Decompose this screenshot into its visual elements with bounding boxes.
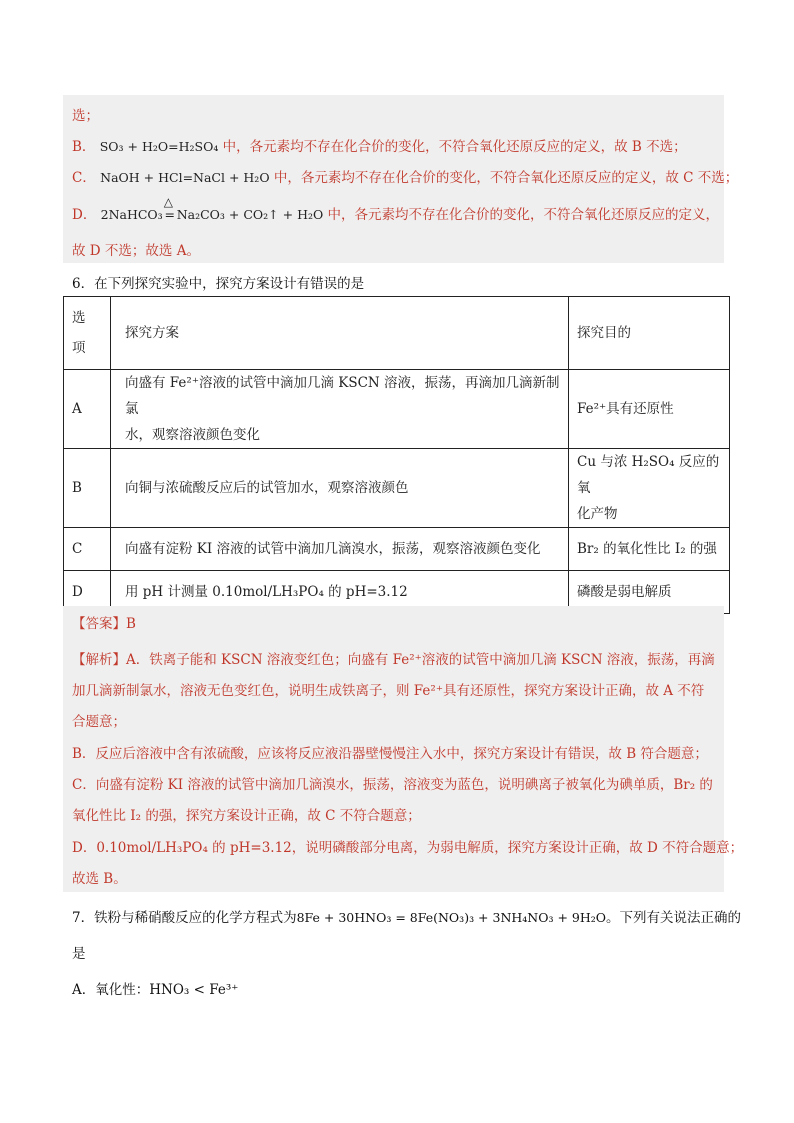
prev-answer-line-b [72, 135, 687, 155]
analysis-line: 加几滴新制氯水，溶液无色变红色，说明生成铁离子，则 Fe²⁺具有还原性，探究方案设计正确，故 A 不符 [72, 683, 705, 699]
row-goal [569, 449, 730, 528]
table-header-row [64, 297, 730, 370]
prev-answer-line-d2: 故 D 不选；故选 A。 [72, 243, 200, 259]
header-goal: 探究目的 [569, 297, 730, 370]
table-row [64, 528, 730, 571]
row-plan: 向盛有淀粉 KI 溶液的试管中滴加几滴溴水，振荡，观察溶液颜色变化 [111, 528, 569, 571]
analysis-line [72, 648, 715, 668]
row-goal: Fe²⁺具有还原性 [569, 370, 730, 449]
option-label-c: C． [72, 170, 96, 186]
question-7-stem [72, 906, 741, 926]
q7-stem-post: 。下列有关说法正确的 [606, 910, 742, 926]
analysis-line: B．反应后溶液中含有浓硫酸，应该将反应液沿器壁慢慢注入水中，探究方案设计有错误，故 B 符合题意； [72, 746, 708, 762]
table-row [64, 370, 730, 449]
answer-value: B [126, 616, 136, 632]
header-plan: 探究方案 [111, 297, 569, 370]
question-7-stem-line2: 是 [72, 946, 86, 962]
explanation-b: 中，各元素均不存在化合价的变化，不符合氧化还原反应的定义，故 B 不选； [222, 139, 687, 155]
row-plan: 向铜与浓硫酸反应后的试管加水，观察溶液颜色 [111, 449, 569, 528]
analysis-line: D．0.10mol/LH₃PO₄ 的 pH=3.12，说明磷酸部分电离，为弱电解质，探究方案设计正确，故 D 不符合题意； [72, 840, 744, 856]
row-option: C [64, 528, 111, 571]
explanation-c: 中，各元素均不存在化合价的变化，不符合氧化还原反应的定义，故 C 不选； [273, 170, 739, 186]
experiment-table [63, 296, 730, 614]
option-label-b: B． [72, 139, 96, 155]
question-6-stem: 6．在下列探究实验中，探究方案设计有错误的是 [72, 276, 365, 292]
row-plan-line1: 向盛有 Fe²⁺溶液的试管中滴加几滴 KSCN 溶液，振荡，再滴加几滴新制氯 [125, 375, 560, 417]
equation-d-left: 2NaHCO₃ [100, 207, 163, 222]
heat-arrow: △ = [163, 195, 175, 222]
equation-d-right: Na₂CO₃ + CO₂↑ + H₂O [176, 207, 324, 222]
prev-answer-line-c [72, 166, 738, 186]
header-option-line1: 选 [72, 310, 86, 326]
row-goal: Br₂ 的氧化性比 I₂ 的强 [569, 528, 730, 571]
row-goal-line2: 化产物 [577, 506, 618, 522]
row-plan-line2: 水，观察溶液颜色变化 [125, 427, 260, 443]
q7-stem-pre: 7．铁粉与稀硝酸反应的化学方程式为 [72, 910, 297, 926]
answer-label: 【答案】 [72, 616, 126, 632]
row-plan: 用 pH 计测量 0.10mol/LH₃PO₄ 的 pH=3.12 [111, 571, 569, 614]
analysis-line: 合题意； [72, 714, 126, 730]
equation-c: NaOH + HCl=NaCl + H₂O [100, 170, 270, 185]
analysis-label: 【解析】 [72, 652, 126, 668]
table-row [64, 449, 730, 528]
header-option-line2: 项 [72, 340, 86, 356]
explanation-d: 中，各元素均不存在化合价的变化，不符合氧化还原反应的定义， [327, 207, 720, 223]
prev-answer-line-0: 选； [72, 108, 99, 124]
analysis-line: 氧化性比 I₂ 的强，探究方案设计正确，故 C 不符合题意； [72, 808, 421, 824]
q6-answer [72, 612, 136, 632]
header-option [64, 297, 111, 370]
prev-answer-line-d [72, 195, 720, 223]
heat-symbol: △ [163, 195, 173, 209]
analysis-text: A．铁离子能和 KSCN 溶液变红色；向盛有 Fe²⁺溶液的试管中滴加几滴 KSCN 溶液，振荡，再滴 [126, 652, 715, 668]
row-goal: 磷酸是弱电解质 [569, 571, 730, 614]
row-option: A [64, 370, 111, 449]
q7-option-a: A．氧化性：HNO₃ < Fe³⁺ [72, 982, 239, 998]
row-option: B [64, 449, 111, 528]
equation-b: SO₃ + H₂O=H₂SO₄ [99, 139, 219, 154]
row-plan [111, 370, 569, 449]
analysis-line: C．向盛有淀粉 KI 溶液的试管中滴加几滴溴水，振荡，溶液变为蓝色，说明碘离子被氧化为碘单质，Br₂ 的 [72, 777, 713, 793]
option-label-d: D． [72, 207, 97, 223]
row-goal-line1: Cu 与浓 H₂SO₄ 反应的氧 [577, 454, 720, 496]
analysis-line: 故选 B。 [72, 871, 127, 887]
q7-equation: 8Fe + 30HNO₃ = 8Fe(NO₃)₃ + 3NH₄NO₃ + 9H₂O [296, 910, 607, 925]
row-option: D [64, 571, 111, 614]
